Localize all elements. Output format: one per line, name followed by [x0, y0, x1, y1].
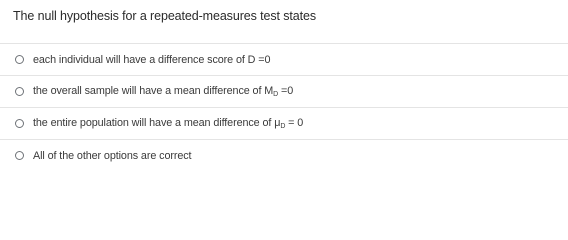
option-label: the overall sample will have a mean difference of $M_D =0$: [33, 85, 294, 98]
radio-button-icon[interactable]: [15, 119, 24, 128]
radio-button-icon[interactable]: [15, 87, 24, 96]
option-label: each individual will have a difference score of D =0: [33, 53, 271, 66]
option-label: All of the other options are correct: [33, 149, 192, 162]
radio-button-icon[interactable]: [15, 55, 24, 64]
option-3[interactable]: [0, 107, 568, 139]
option-4[interactable]: [0, 139, 568, 171]
option-1[interactable]: [0, 43, 568, 75]
answer-options: [0, 43, 568, 171]
option-2[interactable]: [0, 75, 568, 107]
radio-button-icon[interactable]: [15, 151, 24, 160]
option-label: the entire population will have a mean difference of $\mu_D = 0$: [33, 117, 304, 130]
question-text: The null hypothesis for a repeated-measures test states: [13, 9, 316, 23]
